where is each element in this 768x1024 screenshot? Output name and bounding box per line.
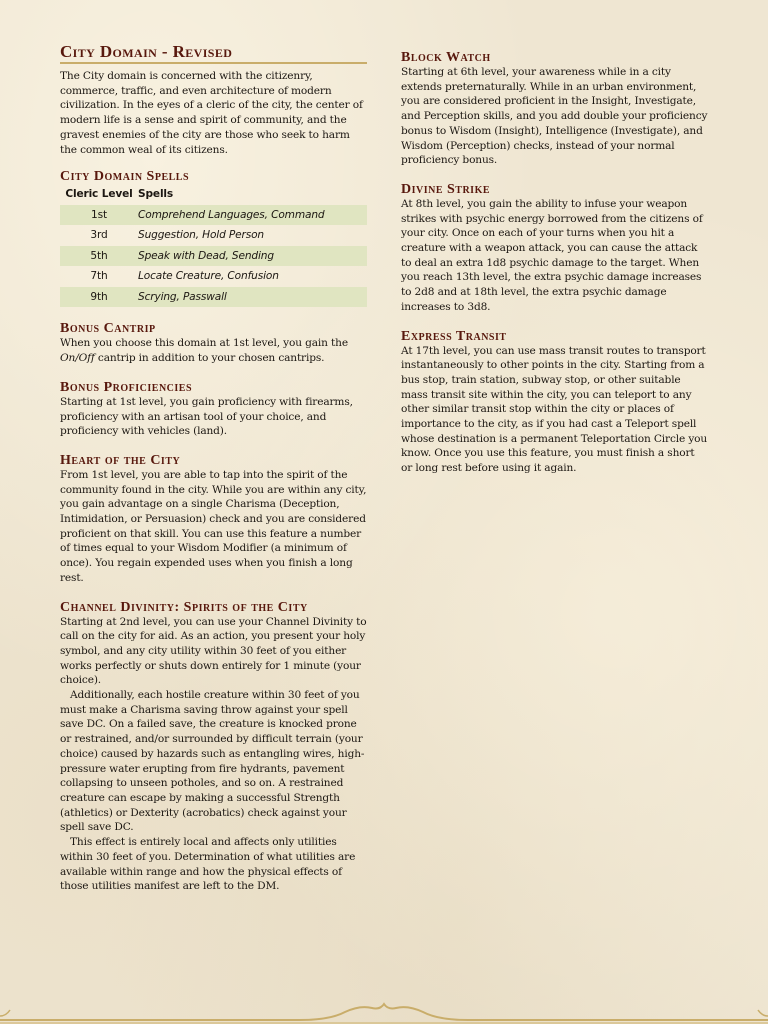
right-column [401, 42, 708, 476]
bonus-cantrip-text [60, 336, 367, 365]
spells-heading: City Domain Spells [60, 169, 190, 185]
channel-divinity-heading: Channel Divinity: Spirits of the City [60, 599, 308, 615]
divine-strike-heading: Divine Strike [401, 181, 491, 197]
bonus-proficiencies-heading: Bonus Proficiencies [60, 379, 193, 395]
cleric-level: 9th [60, 287, 138, 308]
bonus-proficiencies-text: Starting at 1st level, you gain proficiency with firearms, proficiency with an artisan tool of your choice, and proficiency with vehicles (land). [60, 395, 353, 438]
bonus-cantrip-text-start: When you choose this domain at 1st level, you gain the [60, 337, 348, 350]
block-watch-text: Starting at 6th level, your awareness while in a city extends preternaturally. While in an urban environment, you are considered proficient in the Insight, Investigate, and Perception skills, and you add double your proficiency bonus to Wisdom (Insight), Intelligence (Investigate), and Wisdom (Perception) checks, instead of your normal proficiency bonus. [401, 66, 708, 167]
table-row [60, 266, 367, 287]
heart-of-city-heading: Heart of the City [60, 452, 181, 468]
cantrip-name: On/Off [60, 352, 95, 365]
channel-divinity-paragraph-2: Additionally, each hostile creature within 30 feet of you must make a Charisma saving throw against your spell save DC. On a failed save, the creature is knocked prone or restrained, and/or surrounded by difficult terrain (your choice) caused by hazards such as entangling wires, high-pressure water erupting from fire hydrants, pavement collapsing to unseen potholes, and so on. A restrained creature can escape by making a successful Strength (athletics) or Dexterity (acrobatics) check against your spell save DC. [60, 689, 365, 834]
table-row [60, 287, 367, 308]
cleric-level: 1st [60, 205, 138, 226]
spell-list: Speak with Dead, Sending [138, 246, 367, 267]
col-header-spells: Spells [138, 188, 174, 201]
intro-paragraph: The City domain is concerned with the citizenry, commerce, traffic, and even architecture of modern civilization. In the eyes of a cleric of the city, the center of modern life is a sense and spirit of community, and the gravest enemies of the city are those who seek to harm the common weal of its citizens. [60, 70, 363, 156]
spells-table [60, 186, 367, 307]
express-transit-text: At 17th level, you can use mass transit routes to transport instantaneously to other points in the city. Starting from a bus stop, train station, subway stop, or other suitable mass transit site within the city, you can teleport to any other similar transit stop within the city or places of importance to the city, as if you had cast a Teleport spell whose destination is a permanent Teleportation Circle you know. Once you use this feature, you must finish a short or long rest before using it again. [401, 344, 708, 475]
table-row [60, 246, 367, 267]
express-transit-heading: Express Transit [401, 328, 507, 344]
table-row [60, 225, 367, 246]
spell-list: Locate Creature, Confusion [138, 270, 279, 283]
heart-of-city-text: From 1st level, you are able to tap into the spirit of the community found in the city. While you are within any city, you gain advantage on a single Charisma (Deception, Intimidation, or Persuasion) check and you are considered proficient on that skill. You can use this feature a number of times equal to your Wisdom Modifier (a minimum of once). You regain expended uses when you finish a long rest. [60, 468, 367, 584]
spell-list: Suggestion, Hold Person [138, 229, 264, 242]
col-header-level: Cleric Level [65, 188, 133, 201]
spell-list: Comprehend Languages, Command [138, 205, 367, 226]
bonus-cantrip-text-end: cantrip in addition to your chosen cantrips. [94, 352, 325, 365]
cleric-level: 3rd [90, 229, 108, 242]
spell-list: Scrying, Passwall [138, 287, 367, 308]
channel-divinity-paragraph-3: This effect is entirely local and affects only utilities within 30 feet of you. Determination of what utilities are available within range and how the physical effects of those utilities manifest are left to the DM. [60, 836, 356, 893]
divine-strike-text: At 8th level, you gain the ability to infuse your weapon strikes with psychic energy borrowed from the citizens of your city. Once on each of your turns when you hit a creature with a weapon attack, you can cause the attack to deal an extra 1d8 psychic damage to the target. When you reach 13th level, the extra psychic damage increases to 2d8 and at 18th level, the extra psychic damage increases to 3d8. [401, 197, 703, 313]
channel-divinity-paragraph-1: Starting at 2nd level, you can use your Channel Divinity to call on the city for aid. As an action, you present your holy symbol, and any city utility within 30 feet of you either works perfectly or shuts down entirely for 1 minute (your choice). [60, 615, 367, 687]
spells-table-header [60, 186, 367, 205]
bonus-cantrip-heading: Bonus Cantrip [60, 321, 156, 337]
cleric-level: 7th [90, 270, 108, 283]
table-row [60, 205, 367, 226]
footer-border-ornament [0, 996, 768, 1024]
left-column [60, 42, 367, 894]
cleric-level: 5th [60, 246, 138, 267]
block-watch-heading: Block Watch [401, 50, 491, 65]
page-title: City Domain - Revised [60, 42, 367, 64]
